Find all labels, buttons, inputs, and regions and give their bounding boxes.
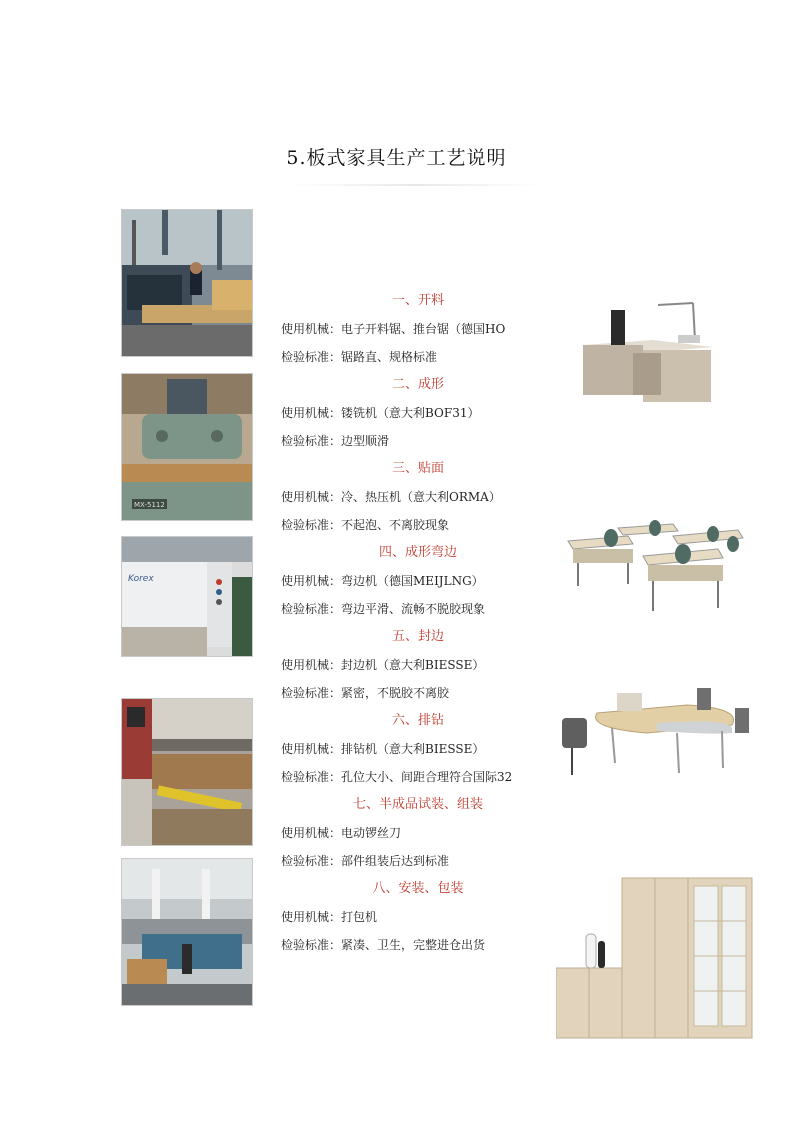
step-machine: 使用机械：冷、热压机（意大利ORMA） [281,490,501,504]
product-image-cabinets [556,876,753,1040]
step-standard: 检验标准：孔位大小、间距合理符合国际32 [281,770,513,784]
step-8 [281,875,551,959]
step-standard: 检验标准：紧密，不脱胶不离胶 [281,686,450,700]
page-title: 5.板式家具生产工艺说明 [286,147,507,169]
product-image-training-tables [563,516,751,620]
factory-photo-cutting [121,209,253,357]
step-heading: 一、开料 [391,293,444,308]
step-machine: 使用机械：电动锣丝刀 [281,826,402,840]
step-standard: 检验标准：弯边平滑、流畅不脱胶现象 [281,602,486,616]
factory-photo-router [121,373,253,521]
product-image-meeting-table [557,683,754,783]
step-standard: 检验标准：边型顺滑 [281,434,390,448]
step-3 [281,455,551,539]
step-heading: 三、贴面 [391,461,444,476]
step-heading: 四、成形弯边 [378,545,457,560]
step-machine: 使用机械：弯边机（德国MEIJLNG） [281,574,484,588]
step-5 [281,623,551,707]
step-heading: 五、封边 [391,629,444,644]
factory-photo-drilling [121,698,253,846]
step-standard: 检验标准：不起泡、不离胶现象 [281,518,450,532]
step-machine: 使用机械：排钻机（意大利BIESSE） [281,742,485,756]
step-heading: 八、安装、包装 [372,881,464,896]
press-brand-text: Korex [128,574,154,584]
title-divider [288,184,543,186]
step-machine: 使用机械：电子开料锯、推台锯（德国HO [281,322,506,336]
step-heading: 二、成形 [391,377,444,392]
factory-photo-packing [121,858,253,1006]
step-4 [281,539,551,623]
step-machine: 使用机械：镂铣机（意大利BOF31） [281,406,480,420]
step-standard: 检验标准：锯路直、规格标准 [281,350,438,364]
step-2 [281,371,551,455]
step-standard: 检验标准：紧凑、卫生，完整进仓出货 [281,938,486,952]
step-7 [281,791,551,875]
step-heading: 六、排钻 [391,713,444,728]
step-machine: 使用机械：封边机（意大利BIESSE） [281,658,485,672]
step-1 [281,287,551,371]
machine-plate-text: MX-5112 [134,501,165,509]
product-image-office-desk [573,295,718,410]
step-6 [281,707,551,791]
step-standard: 检验标准：部件组装后达到标准 [281,854,450,868]
process-steps [281,287,551,959]
factory-photo-press [121,536,253,657]
step-heading: 七、半成品试装、组装 [352,797,483,812]
step-machine: 使用机械：打包机 [281,910,378,924]
